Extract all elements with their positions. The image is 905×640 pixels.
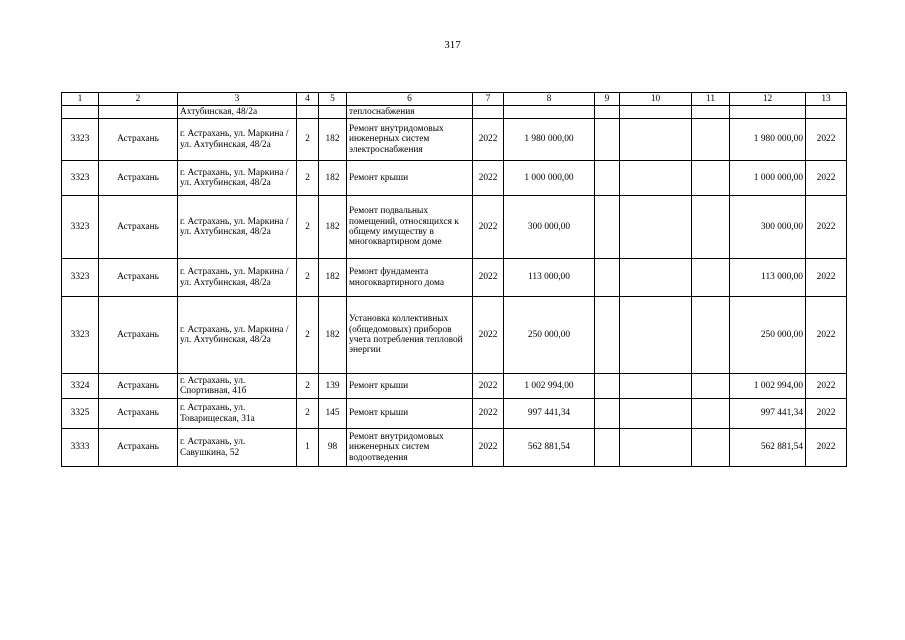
work-cell: Ремонт внутридомовых инженерных систем водоотведения [347,429,473,467]
table-cell [692,297,730,374]
table-cell [595,297,620,374]
continuation-row [62,106,847,119]
total-cell: 250 000,00 [730,297,806,374]
year-cell: 2022 [473,161,504,196]
city-cell: Астрахань [99,429,178,467]
work-cell: Ремонт крыши [347,161,473,196]
work-cell: Ремонт фундамента многоквартирного дома [347,259,473,297]
year-cell: 2022 [473,119,504,161]
end-year-cell: 2022 [806,374,847,399]
table-cell [99,106,178,119]
sum-cell: 997 441,34 [504,399,595,429]
year-cell: 2022 [473,259,504,297]
table-cell [595,399,620,429]
table-cell [504,106,595,119]
table-row [62,196,847,259]
table-cell [692,196,730,259]
end-year-cell: 2022 [806,161,847,196]
table-row [62,297,847,374]
address-cell: г. Астрахань, ул. Спортивная, 41б [178,374,297,399]
table-row [62,374,847,399]
floors-cell: 2 [297,374,319,399]
end-year-cell: 2022 [806,297,847,374]
table-cell [692,429,730,467]
table-cell [620,297,692,374]
column-header: 4 [297,93,319,106]
table-cell [692,161,730,196]
table-cell [595,119,620,161]
year-cell: 2022 [473,399,504,429]
work-cell: Ремонт внутридомовых инженерных систем электроснабжения [347,119,473,161]
city-cell: Астрахань [99,297,178,374]
total-cell: 1 000 000,00 [730,161,806,196]
city-cell: Астрахань [99,399,178,429]
address-cell: г. Астрахань, ул. Савушкина, 52 [178,429,297,467]
table-cell [692,119,730,161]
total-cell: 1 980 000,00 [730,119,806,161]
table-cell [620,429,692,467]
floors-cell: 2 [297,259,319,297]
floors-cell: 2 [297,161,319,196]
page-number: 317 [444,39,461,51]
end-year-cell: 2022 [806,399,847,429]
year-cell: 2022 [473,297,504,374]
table-cell [620,161,692,196]
row-number-cell: 3323 [62,259,99,297]
city-cell: Астрахань [99,196,178,259]
registry-table [61,92,847,467]
year-cell: 2022 [473,429,504,467]
table-row [62,119,847,161]
floors-cell: 1 [297,429,319,467]
column-header: 6 [347,93,473,106]
table-cell [620,106,692,119]
city-cell: Астрахань [99,259,178,297]
work-cell: Ремонт подвальных помещений, относящихся к общему имуществу в многоквартирном доме [347,196,473,259]
table-cell [595,259,620,297]
sum-cell: 1 000 000,00 [504,161,595,196]
address-cell: г. Астрахань, ул. Маркина / ул. Ахтубинская, 48/2а [178,196,297,259]
row-number-cell: 3333 [62,429,99,467]
row-number-cell: 3324 [62,374,99,399]
floors-cell: 2 [297,399,319,429]
table-row [62,259,847,297]
table-cell [620,119,692,161]
column-header: 2 [99,93,178,106]
table-cell [595,429,620,467]
table-row [62,429,847,467]
table-cell [319,106,347,119]
floors-cell: 2 [297,196,319,259]
area-cell: 182 [319,196,347,259]
column-header: 7 [473,93,504,106]
table-cell [620,374,692,399]
work-cell: Ремонт крыши [347,374,473,399]
table-cell [692,106,730,119]
address-cell: г. Астрахань, ул. Маркина / ул. Ахтубинская, 48/2а [178,119,297,161]
city-cell: Астрахань [99,161,178,196]
address-cell: Ахтубинская, 48/2а [178,106,297,119]
work-cell: теплоснабжения [347,106,473,119]
year-cell: 2022 [473,374,504,399]
area-cell: 182 [319,161,347,196]
total-cell: 1 002 994,00 [730,374,806,399]
table-row [62,399,847,429]
table-cell [692,399,730,429]
end-year-cell: 2022 [806,259,847,297]
table-cell [620,259,692,297]
city-cell: Астрахань [99,119,178,161]
row-number-cell: 3323 [62,119,99,161]
column-header: 11 [692,93,730,106]
area-cell: 145 [319,399,347,429]
end-year-cell: 2022 [806,196,847,259]
table-row [62,161,847,196]
total-cell: 562 881,54 [730,429,806,467]
column-header: 9 [595,93,620,106]
year-cell: 2022 [473,196,504,259]
header-row [62,93,847,106]
table-cell [595,196,620,259]
row-number-cell: 3325 [62,399,99,429]
sum-cell: 250 000,00 [504,297,595,374]
total-cell: 997 441,34 [730,399,806,429]
table-cell [692,259,730,297]
row-number-cell: 3323 [62,297,99,374]
table-cell [595,374,620,399]
work-cell: Установка коллективных (общедомовых) приборов учета потребления тепловой энергии [347,297,473,374]
table-cell [595,106,620,119]
address-cell: г. Астрахань, ул. Маркина / ул. Ахтубинская, 48/2а [178,161,297,196]
column-header: 3 [178,93,297,106]
address-cell: г. Астрахань, ул. Маркина / ул. Ахтубинская, 48/2а [178,297,297,374]
column-header: 1 [62,93,99,106]
total-cell: 113 000,00 [730,259,806,297]
area-cell: 182 [319,119,347,161]
column-header: 13 [806,93,847,106]
area-cell: 182 [319,259,347,297]
work-cell: Ремонт крыши [347,399,473,429]
table-cell [297,106,319,119]
area-cell: 139 [319,374,347,399]
total-cell: 300 000,00 [730,196,806,259]
table-cell [473,106,504,119]
table-cell [595,161,620,196]
city-cell: Астрахань [99,374,178,399]
table-cell [806,106,847,119]
table-cell [62,106,99,119]
area-cell: 182 [319,297,347,374]
table-cell [692,374,730,399]
column-header: 12 [730,93,806,106]
end-year-cell: 2022 [806,429,847,467]
sum-cell: 113 000,00 [504,259,595,297]
address-cell: г. Астрахань, ул. Товарищеская, 31а [178,399,297,429]
row-number-cell: 3323 [62,161,99,196]
address-cell: г. Астрахань, ул. Маркина / ул. Ахтубинская, 48/2а [178,259,297,297]
table-cell [620,399,692,429]
sum-cell: 562 881,54 [504,429,595,467]
column-header: 10 [620,93,692,106]
area-cell: 98 [319,429,347,467]
floors-cell: 2 [297,297,319,374]
table-cell [620,196,692,259]
table-cell [730,106,806,119]
row-number-cell: 3323 [62,196,99,259]
end-year-cell: 2022 [806,119,847,161]
column-header: 8 [504,93,595,106]
sum-cell: 1 002 994,00 [504,374,595,399]
sum-cell: 1 980 000,00 [504,119,595,161]
sum-cell: 300 000,00 [504,196,595,259]
floors-cell: 2 [297,119,319,161]
column-header: 5 [319,93,347,106]
